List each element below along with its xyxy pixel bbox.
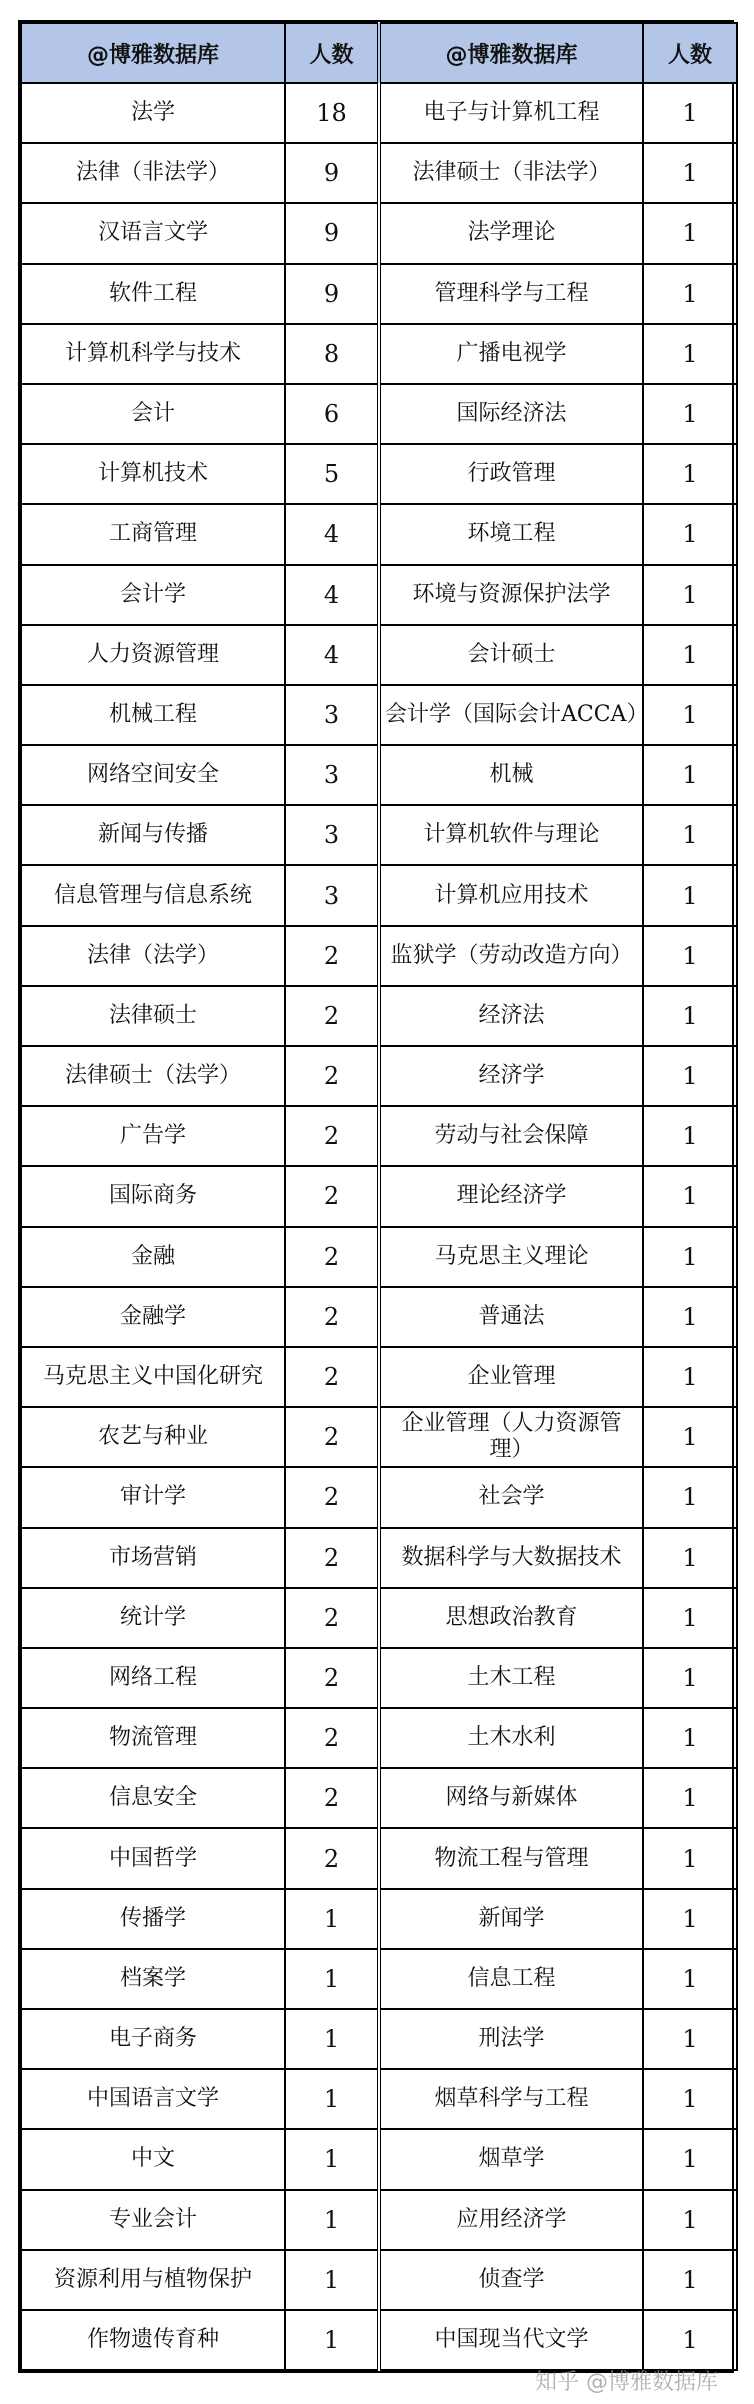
count-left-cell: 2 <box>285 1467 379 1527</box>
count-right-cell: 1 <box>643 805 737 865</box>
count-left-cell: 8 <box>285 324 379 384</box>
count-left-cell: 2 <box>285 1768 379 1828</box>
count-right-cell: 1 <box>643 504 737 564</box>
count-left-cell: 2 <box>285 1588 379 1648</box>
major-right-cell: 计算机应用技术 <box>379 865 643 925</box>
count-right-cell: 1 <box>643 1889 737 1949</box>
table-row <box>21 1768 737 1828</box>
count-right-cell: 1 <box>643 1828 737 1888</box>
major-left-cell: 机械工程 <box>21 685 285 745</box>
major-right-cell: 烟草学 <box>379 2129 643 2189</box>
major-left-cell: 马克思主义中国化研究 <box>21 1347 285 1407</box>
count-left-cell: 2 <box>285 1166 379 1226</box>
count-right-cell: 1 <box>643 324 737 384</box>
count-right-cell: 1 <box>643 1347 737 1407</box>
table-row <box>21 565 737 625</box>
table-row <box>21 1287 737 1347</box>
major-left-cell: 统计学 <box>21 1588 285 1648</box>
count-left-cell: 1 <box>285 1949 379 2009</box>
count-left-cell: 6 <box>285 384 379 444</box>
count-left-cell: 2 <box>285 926 379 986</box>
major-left-cell: 传播学 <box>21 1889 285 1949</box>
table-row <box>21 1046 737 1106</box>
count-left-cell: 2 <box>285 1347 379 1407</box>
table-row <box>21 2190 737 2250</box>
table-row <box>21 865 737 925</box>
watermark: 知乎 @博雅数据库 <box>535 2370 718 2395</box>
major-left-cell: 新闻与传播 <box>21 805 285 865</box>
count-right-cell: 1 <box>643 384 737 444</box>
major-right-cell: 应用经济学 <box>379 2190 643 2250</box>
count-left-cell: 3 <box>285 805 379 865</box>
table-row <box>21 2129 737 2189</box>
count-right-cell: 1 <box>643 1287 737 1347</box>
major-right-cell: 土木工程 <box>379 1648 643 1708</box>
major-right-cell: 数据科学与大数据技术 <box>379 1528 643 1588</box>
count-left-cell: 5 <box>285 444 379 504</box>
count-left-cell: 9 <box>285 264 379 324</box>
major-left-cell: 工商管理 <box>21 504 285 564</box>
count-left-cell: 18 <box>285 83 379 143</box>
major-right-cell: 经济学 <box>379 1046 643 1106</box>
count-left-cell: 4 <box>285 504 379 564</box>
count-right-cell: 1 <box>643 2310 737 2370</box>
count-right-cell: 1 <box>643 2250 737 2310</box>
major-left-cell: 中国语言文学 <box>21 2069 285 2129</box>
major-right-cell: 行政管理 <box>379 444 643 504</box>
table-row <box>21 384 737 444</box>
count-left-cell: 4 <box>285 625 379 685</box>
table-row <box>21 1708 737 1768</box>
major-left-cell: 人力资源管理 <box>21 625 285 685</box>
count-left-cell: 1 <box>285 2310 379 2370</box>
major-right-cell: 法学理论 <box>379 203 643 263</box>
count-right-cell: 1 <box>643 264 737 324</box>
major-right-cell: 土木水利 <box>379 1708 643 1768</box>
count-right-cell: 1 <box>643 1768 737 1828</box>
major-right-cell: 理论经济学 <box>379 1166 643 1226</box>
count-right-cell: 1 <box>643 2069 737 2129</box>
count-right-cell: 1 <box>643 1106 737 1166</box>
count-right-cell: 1 <box>643 986 737 1046</box>
major-right-cell: 会计硕士 <box>379 625 643 685</box>
count-right-cell: 1 <box>643 1648 737 1708</box>
count-left-cell: 2 <box>285 1528 379 1588</box>
table-row <box>21 1828 737 1888</box>
count-left-cell: 1 <box>285 2129 379 2189</box>
table-row <box>21 745 737 805</box>
major-count-table-container <box>18 20 734 2373</box>
count-right-cell: 1 <box>643 1949 737 2009</box>
count-left-cell: 4 <box>285 565 379 625</box>
table-row <box>21 1227 737 1287</box>
major-right-cell: 中国现当代文学 <box>379 2310 643 2370</box>
table-row <box>21 685 737 745</box>
table-row <box>21 324 737 384</box>
major-left-cell: 软件工程 <box>21 264 285 324</box>
count-right-cell: 1 <box>643 83 737 143</box>
major-right-cell: 侦查学 <box>379 2250 643 2310</box>
count-right-cell: 1 <box>643 1708 737 1768</box>
major-right-cell: 广播电视学 <box>379 324 643 384</box>
table-row <box>21 1407 737 1467</box>
major-right-cell: 电子与计算机工程 <box>379 83 643 143</box>
major-left-cell: 信息管理与信息系统 <box>21 865 285 925</box>
major-right-cell: 计算机软件与理论 <box>379 805 643 865</box>
major-left-cell: 资源利用与植物保护 <box>21 2250 285 2310</box>
major-left-cell: 档案学 <box>21 1949 285 2009</box>
major-right-cell: 新闻学 <box>379 1889 643 1949</box>
count-right-cell: 1 <box>643 745 737 805</box>
major-left-cell: 法律（法学） <box>21 926 285 986</box>
major-left-cell: 法律硕士 <box>21 986 285 1046</box>
header-count-right: 人数 <box>643 23 737 83</box>
table-row <box>21 1648 737 1708</box>
header-major-right: @博雅数据库 <box>379 23 643 83</box>
count-right-cell: 1 <box>643 1528 737 1588</box>
major-left-cell: 网络空间安全 <box>21 745 285 805</box>
major-right-cell: 劳动与社会保障 <box>379 1106 643 1166</box>
major-right-cell: 经济法 <box>379 986 643 1046</box>
major-left-cell: 作物遗传育种 <box>21 2310 285 2370</box>
table-row <box>21 2069 737 2129</box>
count-left-cell: 2 <box>285 1106 379 1166</box>
table-row <box>21 2310 737 2370</box>
table-row <box>21 264 737 324</box>
major-right-cell: 企业管理 <box>379 1347 643 1407</box>
count-right-cell: 1 <box>643 2190 737 2250</box>
major-left-cell: 物流管理 <box>21 1708 285 1768</box>
count-left-cell: 1 <box>285 2069 379 2129</box>
table-row <box>21 625 737 685</box>
table-row <box>21 926 737 986</box>
count-left-cell: 2 <box>285 986 379 1046</box>
table-body <box>21 83 737 2370</box>
table-row <box>21 986 737 1046</box>
major-right-cell: 会计学（国际会计ACCA） <box>379 685 643 745</box>
table-row <box>21 1166 737 1226</box>
major-left-cell: 市场营销 <box>21 1528 285 1588</box>
count-left-cell: 3 <box>285 745 379 805</box>
table-row <box>21 143 737 203</box>
count-left-cell: 2 <box>285 1287 379 1347</box>
count-right-cell: 1 <box>643 1166 737 1226</box>
major-count-table <box>20 22 738 2371</box>
major-right-cell: 烟草科学与工程 <box>379 2069 643 2129</box>
major-right-cell: 国际经济法 <box>379 384 643 444</box>
major-left-cell: 专业会计 <box>21 2190 285 2250</box>
count-left-cell: 2 <box>285 1046 379 1106</box>
major-left-cell: 审计学 <box>21 1467 285 1527</box>
table-row <box>21 2250 737 2310</box>
header-row <box>21 23 737 83</box>
count-left-cell: 2 <box>285 1708 379 1768</box>
major-left-cell: 国际商务 <box>21 1166 285 1226</box>
header-count-left: 人数 <box>285 23 379 83</box>
count-left-cell: 2 <box>285 1828 379 1888</box>
count-right-cell: 1 <box>643 2009 737 2069</box>
table-row <box>21 1467 737 1527</box>
major-right-cell: 普通法 <box>379 1287 643 1347</box>
count-left-cell: 3 <box>285 865 379 925</box>
major-right-cell: 网络与新媒体 <box>379 1768 643 1828</box>
major-left-cell: 法律硕士（法学） <box>21 1046 285 1106</box>
table-row <box>21 1949 737 2009</box>
major-right-cell: 马克思主义理论 <box>379 1227 643 1287</box>
count-right-cell: 1 <box>643 143 737 203</box>
major-left-cell: 中国哲学 <box>21 1828 285 1888</box>
major-right-cell: 思想政治教育 <box>379 1588 643 1648</box>
count-left-cell: 2 <box>285 1407 379 1467</box>
major-left-cell: 广告学 <box>21 1106 285 1166</box>
table-row <box>21 805 737 865</box>
table-row <box>21 1588 737 1648</box>
table-row <box>21 83 737 143</box>
count-right-cell: 1 <box>643 203 737 263</box>
count-right-cell: 1 <box>643 625 737 685</box>
major-left-cell: 农艺与种业 <box>21 1407 285 1467</box>
table-row <box>21 1106 737 1166</box>
table-row <box>21 1528 737 1588</box>
major-left-cell: 会计学 <box>21 565 285 625</box>
major-left-cell: 网络工程 <box>21 1648 285 1708</box>
count-right-cell: 1 <box>643 1407 737 1467</box>
major-right-cell: 企业管理（人力资源管理） <box>379 1407 643 1467</box>
major-left-cell: 计算机科学与技术 <box>21 324 285 384</box>
count-right-cell: 1 <box>643 926 737 986</box>
count-left-cell: 1 <box>285 2190 379 2250</box>
major-right-cell: 法律硕士（非法学） <box>379 143 643 203</box>
count-right-cell: 1 <box>643 1046 737 1106</box>
count-left-cell: 1 <box>285 1889 379 1949</box>
count-right-cell: 1 <box>643 1227 737 1287</box>
major-left-cell: 会计 <box>21 384 285 444</box>
major-right-cell: 监狱学（劳动改造方向） <box>379 926 643 986</box>
table-row <box>21 203 737 263</box>
major-right-cell: 社会学 <box>379 1467 643 1527</box>
table-row <box>21 2009 737 2069</box>
header-major-left: @博雅数据库 <box>21 23 285 83</box>
table-row <box>21 1347 737 1407</box>
count-right-cell: 1 <box>643 1588 737 1648</box>
major-left-cell: 法学 <box>21 83 285 143</box>
major-left-cell: 中文 <box>21 2129 285 2189</box>
major-left-cell: 电子商务 <box>21 2009 285 2069</box>
major-left-cell: 计算机技术 <box>21 444 285 504</box>
major-left-cell: 汉语言文学 <box>21 203 285 263</box>
count-left-cell: 1 <box>285 2250 379 2310</box>
major-left-cell: 金融学 <box>21 1287 285 1347</box>
count-right-cell: 1 <box>643 2129 737 2189</box>
major-left-cell: 金融 <box>21 1227 285 1287</box>
major-right-cell: 物流工程与管理 <box>379 1828 643 1888</box>
major-right-cell: 刑法学 <box>379 2009 643 2069</box>
table-row <box>21 1889 737 1949</box>
count-right-cell: 1 <box>643 565 737 625</box>
table-row <box>21 444 737 504</box>
count-right-cell: 1 <box>643 685 737 745</box>
table-row <box>21 504 737 564</box>
count-right-cell: 1 <box>643 444 737 504</box>
count-left-cell: 1 <box>285 2009 379 2069</box>
major-left-cell: 信息安全 <box>21 1768 285 1828</box>
major-right-cell: 机械 <box>379 745 643 805</box>
major-right-cell: 管理科学与工程 <box>379 264 643 324</box>
count-right-cell: 1 <box>643 865 737 925</box>
count-left-cell: 2 <box>285 1648 379 1708</box>
count-left-cell: 3 <box>285 685 379 745</box>
count-left-cell: 2 <box>285 1227 379 1287</box>
major-right-cell: 信息工程 <box>379 1949 643 2009</box>
major-left-cell: 法律（非法学） <box>21 143 285 203</box>
count-left-cell: 9 <box>285 143 379 203</box>
major-right-cell: 环境与资源保护法学 <box>379 565 643 625</box>
count-right-cell: 1 <box>643 1467 737 1527</box>
major-right-cell: 环境工程 <box>379 504 643 564</box>
count-left-cell: 9 <box>285 203 379 263</box>
